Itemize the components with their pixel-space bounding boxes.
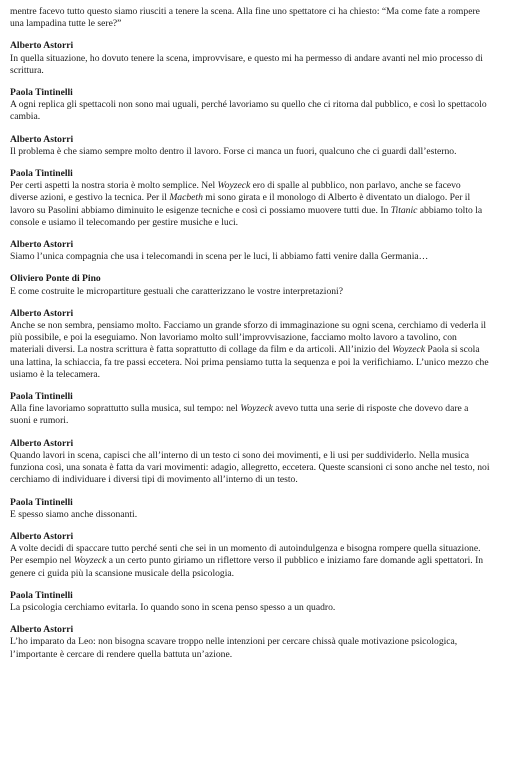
speech-paragraph <box>10 403 490 427</box>
speech-paragraph <box>10 509 490 521</box>
intro-paragraph: mentre facevo tutto questo siamo riusciti a tenere la scena. Alla fine uno spettatore ci ha chiesto: “Ma come fate a rompere una lampadina tutte le sere?” <box>10 6 480 30</box>
speaker-name: Alberto Astorri <box>10 307 74 319</box>
title-italic: Woyzeck <box>217 180 251 192</box>
speaker-name: Alberto Astorri <box>10 437 74 449</box>
speech-text: Alla fine lavoriamo soprattutto sulla musica, sul tempo: nel <box>10 403 241 415</box>
speech-paragraph <box>10 146 490 158</box>
speech-paragraph <box>10 602 490 614</box>
dialogue-block <box>10 624 490 661</box>
dialogue-block <box>10 273 490 297</box>
dialogue-block <box>10 590 490 614</box>
speech-text: Anche se non sembra, pensiamo molto. Facciamo un grande sforzo di immaginazione su ogni scena, cerchiamo di vederla il più possibile, e poi la eseguiamo. Non lavoriamo molto sull’improvvisazione, facciamo molto lavoro a tavolino, con materiali diversi. La nostra scrittura è fatta soprattutto di collage da film e da articoli. All’inizio del <box>10 320 487 356</box>
speaker-name: Paola Tintinelli <box>10 168 73 180</box>
speech-text: Quando lavori in scena, capisci che all’interno di un testo ci sono dei movimenti, e li usi per suddividerlo. Nella musica funziona così, una sonata è fatta da vari movimenti: adagio, allegretto, eccetera. Queste scansioni ci sono anche nel testo, noi cerchiamo di individuare i diversi tipi di movimento all’interno di un testo. <box>10 449 490 486</box>
speech-text: Per certi aspetti la nostra storia è molto semplice. Nel <box>10 180 218 192</box>
speaker-name: Paola Tintinelli <box>10 87 73 99</box>
speech-paragraph <box>10 543 490 580</box>
dialogue-block <box>10 87 490 124</box>
speaker-name: Paola Tintinelli <box>10 496 73 508</box>
speaker-name: Paola Tintinelli <box>10 391 73 403</box>
speech-paragraph <box>10 636 490 660</box>
speech-paragraph <box>10 251 490 263</box>
speaker-name: Alberto Astorri <box>10 530 74 542</box>
speaker-name: Alberto Astorri <box>10 133 74 145</box>
speech-text: A volte decidi di spaccare tutto perché senti che sei in un momento di autoindulgenza e bisogna rompere quella situazione. Per esempio nel <box>10 543 481 567</box>
speaker-name: Paola Tintinelli <box>10 589 73 601</box>
speech-text: Siamo l’unica compagnia che usa i telecomandi in scena per le luci, li abbiamo fatti venire dalla Germania… <box>10 251 429 263</box>
speaker-name: Alberto Astorri <box>10 624 74 636</box>
dialogue-block <box>10 497 490 521</box>
speech-paragraph <box>10 320 490 381</box>
speech-text: La psicologia cerchiamo evitarla. Io quando sono in scena penso spesso a un quadro. <box>10 601 336 613</box>
speech-paragraph <box>10 53 490 77</box>
title-italic: Titanic <box>390 204 418 216</box>
dialogue-block <box>10 40 490 77</box>
speech-paragraph <box>10 286 490 298</box>
speech-text: E spesso siamo anche dissonanti. <box>10 508 138 520</box>
speaker-name: Oliviero Ponte di Pino <box>10 273 101 285</box>
speech-text: mi sono girata e il monologo di Alberto è diventato un dialogo. Per il lavoro su Pasolini abbiamo diminuito le esigenze tecniche e così ci possiamo muovere tutti due. In <box>10 192 471 216</box>
dialogue-block <box>10 134 490 158</box>
speech-text: A ogni replica gli spettacoli non sono mai uguali, perché lavoriamo su quello che ci ritorna dal pubblico, e così lo spettacolo cambia. <box>10 99 487 123</box>
speech-text: In quella situazione, ho dovuto tenere la scena, improvvisare, e questo mi ha permesso di andare avanti nel mio processo di scrittura. <box>10 52 483 76</box>
speaker-name: Alberto Astorri <box>10 239 74 251</box>
speech-text: Il problema è che siamo sempre molto dentro il lavoro. Forse ci manca un fuori, qualcuno che ci guardi dall’esterno. <box>10 145 457 157</box>
speech-text: avevo tutta una serie di risposte che dovevo dare a suoni e rumori. <box>10 403 469 427</box>
dialogue-block <box>10 308 490 381</box>
dialogue-block <box>10 391 490 428</box>
speech-text: a un certo punto giriamo un riflettore verso il pubblico e iniziamo fare domande agli spettatori. In genere ci guida più la scansione musicale della psicologia. <box>10 555 484 579</box>
speech-text: L’ho imparato da Leo: non bisogna scavare troppo nelle intenzioni per cercare chissà quale motivazione psicologica, l’importante è cercare di rendere quella battuta un’azione. <box>10 636 458 660</box>
dialogue-block <box>10 168 490 229</box>
speech-paragraph <box>10 99 490 123</box>
title-italic: Woyzeck <box>73 555 107 567</box>
title-italic: Woyzeck <box>392 344 425 356</box>
speech-text: E come costruite le micropartiture gestuali che caratterizzano le vostre interpretazioni? <box>10 285 343 297</box>
speech-paragraph <box>10 450 490 487</box>
dialogue-block <box>10 239 490 263</box>
speech-text: ero di spalle al pubblico, non parlavo, anche se facevo diverse azioni, e gestivo la tecnica. Per il <box>10 180 461 204</box>
dialogue-block <box>10 438 490 487</box>
speaker-name: Alberto Astorri <box>10 40 74 52</box>
speech-text: Paola si scola una lattina, la schiaccia, fa tre passi eccetera. Noi prima pensiamo tutta la sequenza e poi la verifichiamo. L’unico mezzo che usiamo è la telecamera. <box>10 344 489 380</box>
speech-paragraph <box>10 180 490 229</box>
dialogue-block <box>10 531 490 580</box>
title-italic: Woyzeck <box>240 403 273 415</box>
title-italic: Macbeth <box>169 192 203 204</box>
speech-text: abbiamo tolto la console e usiamo il telecomando per gestire musiche e luci. <box>10 204 483 228</box>
dialogue <box>10 40 490 660</box>
